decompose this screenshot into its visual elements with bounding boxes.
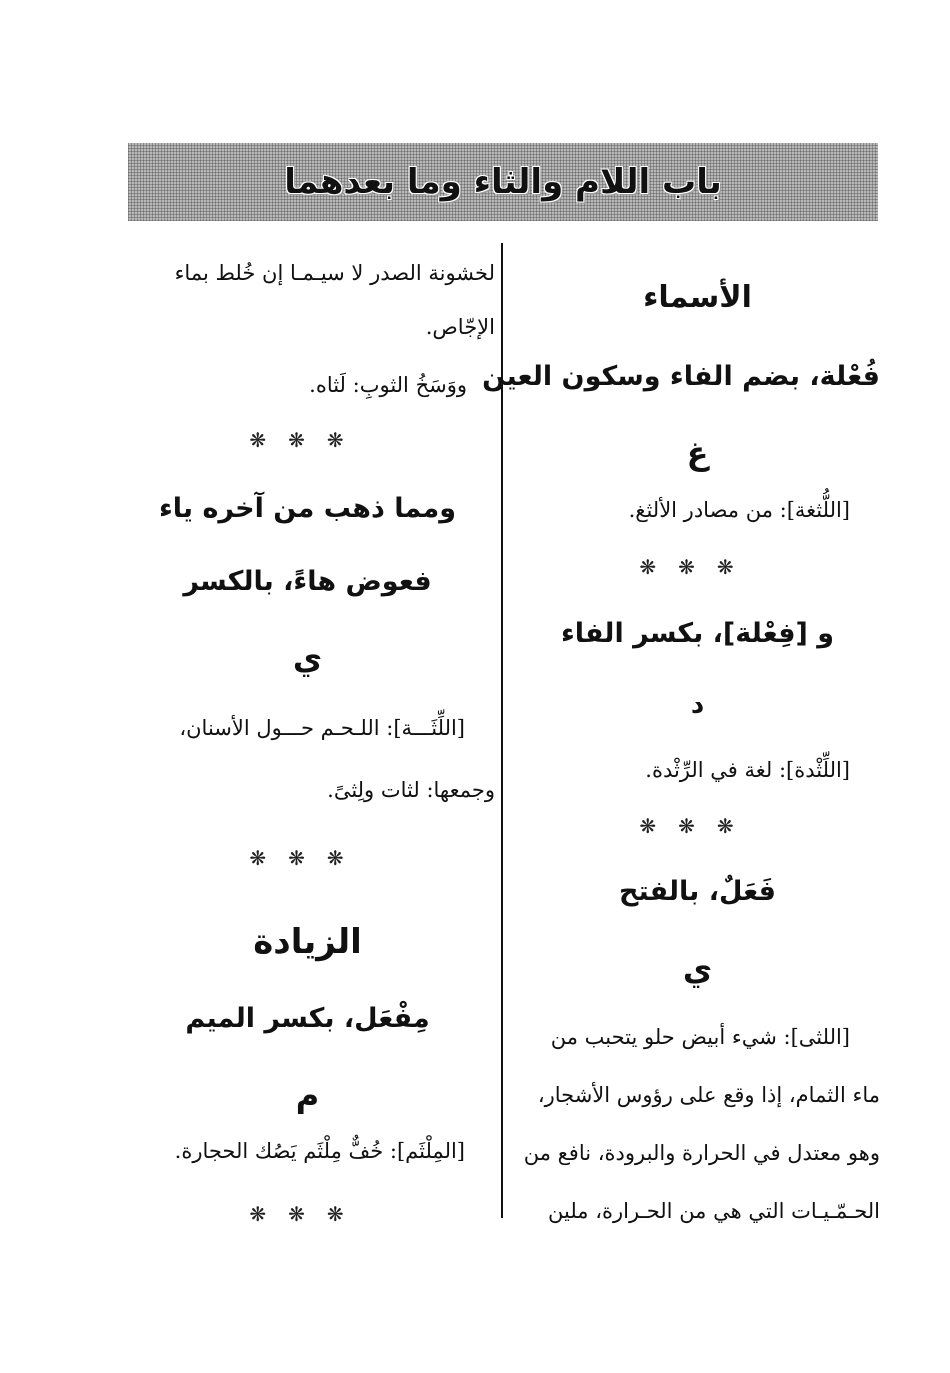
separator-stars: ❋❋❋ bbox=[249, 428, 366, 452]
entry-milthm: [المِلْثَم]: خُفٌّ مِلْثَم يَصُك الحجارة. bbox=[174, 1139, 465, 1163]
root-letter-dal: د bbox=[690, 690, 705, 720]
entry-litha-line-1: [اللِّثَـــة]: اللـحـم حـــول الأسنان، bbox=[179, 716, 465, 740]
pattern-heading-fula: فُعْلة، بضم الفاء وسكون العين bbox=[482, 361, 880, 392]
continued-text-line-2: الإجّاص. bbox=[425, 315, 495, 339]
entry-lathgha: [اللُّثغة]: من مصادر الألثغ. bbox=[628, 498, 850, 522]
root-letter-ghain: غ bbox=[686, 434, 709, 472]
separator-stars: ❋❋❋ bbox=[639, 814, 756, 838]
continued-text-line-1: لخشونة الصدر لا سيـمـا إن خُلط بماء bbox=[174, 261, 495, 285]
pattern-heading-faowwad: فعوض هاءً، بالكسر bbox=[183, 566, 432, 597]
entry-latha-line-1: [اللثى]: شيء أبيض حلو يتحبب من bbox=[550, 1025, 850, 1049]
pattern-heading-filah: و [فِعْلة]، بكسر الفاء bbox=[560, 618, 835, 649]
separator-stars: ❋❋❋ bbox=[249, 846, 366, 870]
root-letter-ya: ي bbox=[682, 950, 713, 988]
root-letter-ya: ي bbox=[292, 639, 323, 677]
pattern-heading-mifal: مِفْعَل، بكسر الميم bbox=[185, 1003, 430, 1034]
entry-latha-line-3: وهو معتدل في الحرارة والبرودة، نافع من bbox=[523, 1141, 880, 1165]
entry-latha-line-4: الحـمّـيـات التي هي من الحـرارة، ملين bbox=[548, 1199, 880, 1223]
entry-litha-line-2: وجمعها: لثات ولِثىً. bbox=[327, 778, 495, 802]
separator-stars: ❋❋❋ bbox=[639, 555, 756, 579]
root-letter-mim: م bbox=[295, 1076, 320, 1114]
chapter-banner bbox=[128, 143, 878, 221]
chapter-title: باب اللام والثاء وما بعدهما bbox=[284, 162, 722, 202]
section-heading-wamimma: ومما ذهب من آخره ياء bbox=[158, 493, 457, 524]
separator-stars: ❋❋❋ bbox=[249, 1202, 366, 1226]
section-heading-asmaa: الأسماء bbox=[643, 280, 752, 315]
continued-text-line-3: ووَسَخُ الثوبِ: لَثاه. bbox=[309, 373, 467, 397]
pattern-heading-faal: فَعَلٌ، بالفتح bbox=[618, 876, 776, 907]
entry-lithda: [اللِّثْدة]: لغة في الرِّثْدة. bbox=[645, 758, 850, 782]
section-heading-ziyada: الزيادة bbox=[253, 922, 362, 962]
entry-latha-line-2: ماء الثمام، إذا وقع على رؤوس الأشجار، bbox=[537, 1083, 880, 1107]
